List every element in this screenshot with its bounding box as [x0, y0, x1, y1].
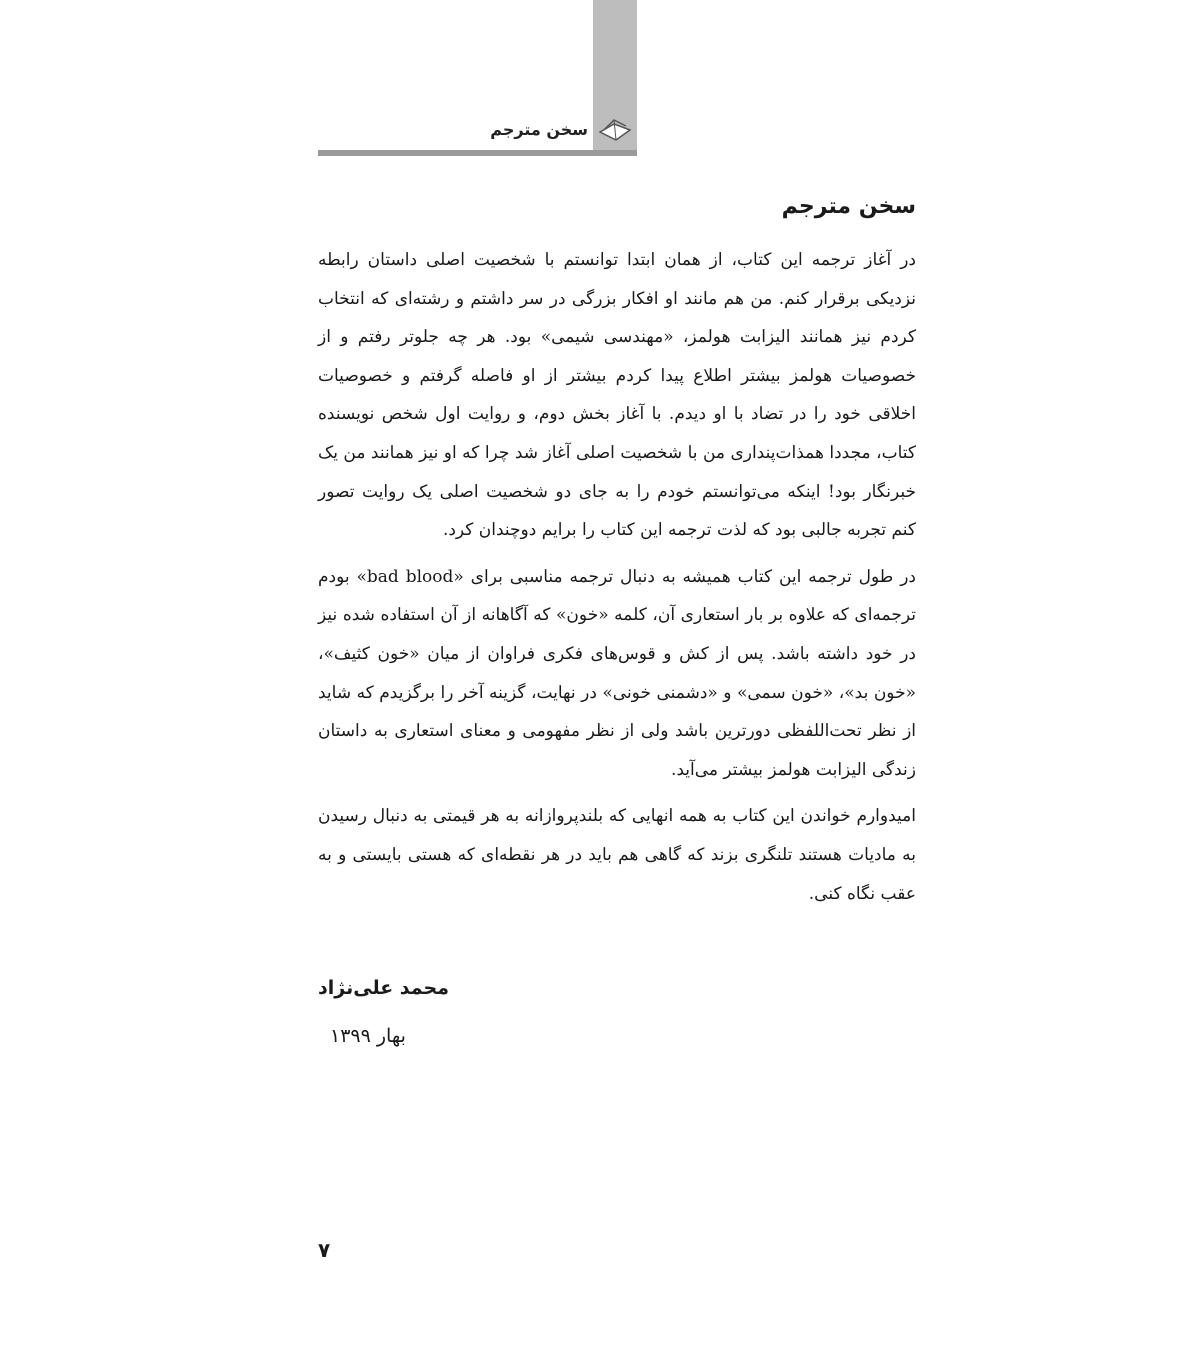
paragraph-1: در آغاز ترجمه این کتاب، از همان ابتدا توانستم با شخصیت اصلی داستان رابطه نزدیکی برقرار کنم. من هم مانند او افکار بزرگی در سر داشتم و رشته‌ای که انتخاب کردم نیز همانند الیزابت هولمز، «مهندسی شیمی» بود. هر چه جلوتر رفتم و از خصوصیات هولمز بیشتر اطلاع پیدا کردم بیشتر از او فاصله گرفتم و خصوصیات اخلاقی خود را در تضاد با او دیدم. با آغاز بخش دوم، و روایت اول شخص نویسنده کتاب، مجددا همذات‌پنداری من با شخصیت اصلی آغاز شد چرا که او نیز همانند من یک خبرنگار بود! اینکه می‌توانستم خودم را به جای دو شخصیت اصلی یک روایت تصور کنم تجربه جالبی بود که لذت ترجمه این کتاب را برایم دوچندان کرد.	[318, 250, 916, 541]
paragraph-3: امیدوارم خواندن این کتاب به همه انهایی که بلندپروازانه به هر قیمتی به دنبال رسیدن به مادیات هستند تلنگری بزند که گاهی هم باید در هر نقطه‌ای که هستی بایستی و به عقب نگاه کنی.	[318, 806, 916, 904]
translator-signature: محمد علی‌نژاد	[318, 977, 449, 999]
paragraph-2: در طول ترجمه این کتاب همیشه به دنبال ترجمه مناسبی برای «bad blood» بودم ترجمه‌ای که علاوه بر بار استعاری آن، کلمه «خون» که آگاهانه از آن استفاده شده نیز در خود داشته باشد. پس از کش و قوس‌های فکری فراوان از میان «خون کثیف»، «خون بد»، «خون سمی» و «دشمنی خونی» در نهایت، گزینه آخر را برگزیدم که شاید از نظر تحت‌اللفظی دورترین باشد ولی از نظر مفهومی و معنای استعاری به داستان زندگی الیزابت هولمز بیشتر می‌آید.	[318, 566, 917, 780]
header-rule	[318, 150, 637, 156]
signature-date: بهار ۱۳۹۹	[330, 1025, 406, 1047]
section-title: سخن مترجم	[781, 194, 916, 219]
running-header-title: سخن مترجم	[490, 120, 588, 139]
open-book-icon	[596, 112, 634, 146]
body-content	[318, 185, 916, 921]
page-number: ۷	[318, 1238, 331, 1262]
